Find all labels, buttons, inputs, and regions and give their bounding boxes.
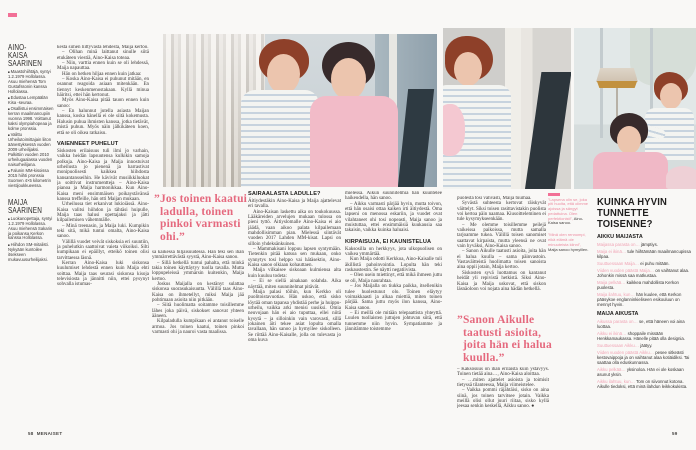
- quiz-answer: Tom on siivonnut kotona. Aikulle tiedoksi, että minä ilahdun leikkokukista.: [597, 379, 688, 390]
- photo-aino-kaisa-face: [660, 83, 682, 109]
- column-2: [152, 250, 244, 432]
- quiz-answer: hän kuulee, että Kerkon pääsykoe englanninkieliseen esikouluun on mennyt hyvin.: [597, 292, 682, 308]
- quiz-sidebar: [597, 197, 691, 429]
- paragraph: – Sillä hetkellä tuntui pahalta, että minkä takia toinen käyttäytyy tuolla tavalla. Mutta loppupeleissä ymmärsin kuitenkin, Maija kertoo.: [152, 260, 244, 282]
- paragraph: Joskus Maijalla on kestänyt sulattaa siskonsa suorasukaisuutta. Välillä taas Aino-Kaisa on ihmetellyt, miksi Maija jää pohtimaan asioita niin pitkään.: [152, 282, 244, 304]
- quiz-answer: on vaihtanut alaa. Johonkin missä saa matkustaa.: [597, 268, 690, 279]
- quiz-prompt: Maija pelkää…: [597, 280, 626, 286]
- quiz-prompt: Suuttuessaan Maija…: [597, 261, 640, 267]
- paragraph: – Me olemme toisillemme peilejä vaikeissa paikoissa, mutta samalla tarjoamme tukea. Välillä toisen sanomiset saattavat kirpaista, mutta yleensä ne ovat vain hyväksi, Aino-Kaisa sanoo.: [457, 222, 546, 250]
- photo-maija-face: [617, 126, 641, 154]
- quiz-items-1: [597, 242, 691, 307]
- paragraph: Siskosten erilaisuus tuli ilmi jo varhain, vaikka heidän lapsuutensa kulkikin samoja polkuja. Aino-Kaisa ja Maija innostuivat urheilusta jo pienenä ja harrastivat monipuolisesti kaikkea hiihdosta kansantansseihin. He kävivät musiikkiluokat ja soittivat instrumentteja – Aino-Kaisa pianoa ja Maija harmonikkaa. Kun Aino-Kaisa meni ensimmäisen poikaystävänsä kanssa treffeille, hän otti Maijan mukaan.: [57, 148, 149, 202]
- quiz-item: [597, 379, 691, 389]
- column-1: [57, 45, 149, 432]
- column-right: [457, 196, 546, 310]
- paragraph: – Aikku varmasti pärjää hyvin, mutta toivon, että hän osaisi ottaa kaiken irti äitiydestä. Oma lapseni on menossa eskariin, ja vuodet ovat vilahtaneet ohi tosi nopeasti, Maija sanoo ja muistuttaa, ettei ensimmäisiä kuukausia saa takaisin, vaikka kuinka haluaisi.: [345, 201, 442, 234]
- photo-maija-pink-shirt: [310, 96, 398, 187]
- quiz-title: KUINKA HYVIN TUNNETTE TOISENNE?: [597, 197, 668, 230]
- photo-aino-kaisa-doorway: [443, 28, 571, 189]
- paragraph: Aino-Kaisan laskettu aika on toukokuussa. Lääkäreiden arvelujen mukaan tulossa on pieni tyttö. Äitiyslomalle Aino-Kaisa ei aio jäädä, vaan aikoo palata kilpailemaan mahdollisimman pian. Mielessä siintävät vuoden 2017 Lahden MM-kisat. Lapsi on silloin yhdeksänkuinen.: [248, 209, 341, 247]
- paragraph: – En halunnut jutella asiasta Maijan kanssa, koska hänellä ei ole siitä kokemusta. Halusin puhua ihmisten kanssa, jotka tietävät, mistä puhun. Myös näin jälkikäteen koen, että se oli oikea ratkaisu.: [57, 109, 149, 136]
- bio-fact: ■ Hiihdon SM-mitalisti. Nykyään kuntoilee itsekseen mukavuusurheilijaksi.: [8, 243, 55, 263]
- paragraph: Kaksosilla on herkkyys, jota ulkopuolisen on vaikea ymmärtää.: [345, 246, 442, 258]
- photo-aino-kaisa-face: [267, 54, 300, 94]
- heading-kirpaisuja: KIRPAISUJA, EI KAUNISTELUA: [345, 238, 432, 245]
- paragraph: Kilpaladulla kumpikaan ei antanut toiselle armoa. Jos toinen kaatui, toinen pinkoi varmasti ohi ja nauroi vasta maalissa.: [152, 319, 244, 336]
- caption-quote: ”Minä olen rennompi, eikä elämä ole minuuteista kiinni”,: [548, 232, 586, 247]
- quiz-prompt: Maija ilahtuu, kun…: [597, 292, 635, 298]
- paragraph: puolesta tosi vahvasti, Maija tuumaa.: [457, 196, 532, 201]
- quiz-item: [597, 343, 691, 348]
- quiz-item: [597, 268, 691, 278]
- bio-facts-aino-kaisa: [8, 70, 55, 189]
- paragraph: – Sanon Aikulle taatusti asioita, joita hän ei halua kuulla – sama päinvastoin. Vastaväitteistä huolimatta toisen sanoista aina oppii jotain, Maija kertoo.: [457, 249, 546, 271]
- quiz-answer: tule hiihtämään maailmancupissa kilpaa.: [597, 249, 691, 260]
- quiz-prompt: Aikku pelkää…: [597, 367, 626, 373]
- paragraph: Maija vilkaisee siskoaan kulmiensa alta kuin kuuluu todeta:: [248, 268, 341, 279]
- quiz-answer: shoppaile missään Henkkamaukassa. Hänelle pitää olla designia.: [597, 331, 685, 342]
- paragraph: – Mammakisani loppuu lapsen syntymään. Tietenkin pitää katsoa sen mukaan, onko synnytys tosi helppo vai hätäsektio, Aino-Kaisa sanoo olkiaan kohauttaen.: [248, 247, 341, 269]
- heading-sairaalasta-ladulle: SAIRAALASTA LADULLE?: [248, 191, 321, 197]
- paragraph: – Olihan minä laittanut sinulle siitä etukäteen viestiä, Aino-Kaisa toteaa.: [57, 50, 149, 61]
- quiz-prompt: Aikku ilahtuu, kun…: [597, 379, 635, 385]
- paragraph: – Jos Maijalla on tiukka paikka, itsellenikin tulee huolestunut olo. Toinen eläytyy voimakkaasti ja alkaa miettiä, miten toinen pärjää. Sama juttu myös ilon kanssa, Aino-Kaisa sanoo.: [345, 284, 442, 311]
- paragraph: – Minä treenasin, ja Maija luki. Kumpikin teki sitä, mikä tuntui omalta, Aino-Kaisa sanoo.: [57, 223, 149, 240]
- quiz-prompt: Suuttuessaan Aikku…: [597, 343, 640, 349]
- column-4-top-text: [345, 191, 442, 234]
- paragraph: – Olen usein miettinyt, että mikä ihmeen juttu se oli, Maija naurahtaa.: [345, 273, 442, 284]
- column-3-text: [248, 199, 341, 343]
- quiz-item: [597, 350, 691, 365]
- paragraph: – Kaksosuus on ihan erilaista kuin ystävyys. Toinen tietää aina…, Aino-Kaisa aloittaa.: [457, 367, 549, 378]
- quiz-item: [597, 331, 691, 341]
- caption-attribution: Aino-Kaisa sanoo.: [548, 215, 584, 226]
- pull-quote-left: ”Jos toinen kaatui ladulla, toinen pinkoi varmasti ohi.”: [154, 193, 248, 243]
- bio-sidebar: [8, 44, 55, 273]
- paragraph: Siskosten syvä luottamus on kantanut heidät yli repivistä hetkistä. Siksi Aino-Kaisa ja Maija uskovat, että siskon läsnäoloon voi nojata aina hädän hetkellä.: [457, 270, 546, 292]
- paragraph: – Niin, varttia ennen kuin se oli lehdessä, Maija napauttaa.: [57, 61, 149, 72]
- column-1-top-text: [57, 45, 149, 136]
- column-right-end: [457, 367, 549, 429]
- photo-sisters-window: [574, 28, 696, 189]
- paragraph: Äitiydestäkin Aino-Kaisa ja Maija ajattelevat eri tavalla.: [248, 199, 341, 210]
- footer-left: [28, 431, 62, 436]
- caption-column: [548, 193, 590, 259]
- quiz-answer: yksinoloa. Hän ei ole koskaan asunut yksin.: [597, 367, 684, 378]
- quiz-item: [597, 367, 691, 377]
- bio-fact: ■ Falunin MM-kisoissa 2015 hiihti pronssia Suomen 4×5 kilometrin viestijoukkueessa.: [8, 169, 55, 189]
- paragraph: Myös Aino-Kaisa pitää tauon ennen kuin sanoo:: [57, 98, 149, 109]
- paragraph: Syvästä suhteesta kertovat räiskyvät väittelyt. Siksi toisen rasittavistakin puolista voi kertoa päin naamaa. Kiusoitteleminen ei tule kysymykseenkään.: [457, 201, 546, 223]
- quiz-answer: kaikkea mahdollista Kerkon puolesta.: [597, 280, 679, 291]
- quiz-prompt: Maijassa parasta on…: [597, 242, 640, 248]
- photo-aino-kaisa-striped-shirt: [241, 90, 319, 187]
- photo-caption-1: [548, 193, 590, 226]
- paragraph: mielessä. Aikun suunnitelmia hän kuuntelee haikeudella, hän sanoo.: [345, 191, 442, 202]
- paragraph: – Vaikka pommi räjähtäisi, sisko on aina siinä, jos toinen tarvitsee jotain. Vaikka meillä olisi ollut juuri riitaa, sisko kyllä jeesaa senkin keskellä, Aikku sanoo. ●: [457, 388, 549, 410]
- photo-pink-object: [666, 166, 696, 189]
- paragraph: Hän on hetken hiljaa ennen kuin jatkaa:: [62, 71, 142, 77]
- photo-lamp-shade: [596, 68, 638, 82]
- paragraph: Kerran Aino-Kaisa luki siskonsa kuulumiset lehdestä ennen kuin Maija ehti soittaa. Maija taas seurasi siskonsa kisoja televisiosta ja jännitti niin, ettei pysynyt sohvalla istumas-: [57, 261, 149, 288]
- paragraph: – Ei meillä ole mitään telepaattista yhteyttä. Luulen tuollaisten juttujen johtuvan siitä, että tunnemme niin hyvin. Sympatiamme ja jännitämme toistemme: [345, 310, 442, 332]
- photo-aino-kaisa-face: [454, 52, 482, 86]
- photo-lamp-gold-interior: [596, 81, 638, 88]
- quiz-item: [597, 319, 691, 329]
- page-number-right: 59: [672, 431, 678, 436]
- quiz-prompt: Aikussa parasta on…: [597, 319, 638, 325]
- bio-fact: ■ Luokanopettaja, syntyi 1.2.1979 Hollolassa. Asuu miehensä Sakarin ja poikansa Kerkon kanssa Hollolassa.: [8, 217, 55, 242]
- magazine-name: MENAISET: [36, 431, 63, 436]
- quiz-prompt: Maija ei ikinä…: [597, 249, 627, 255]
- bio-name-maija: MAIJA SAARINEN: [8, 197, 42, 215]
- section-tag: [8, 13, 17, 17]
- paragraph: – Ei se siellä ainakaan solahda. Aika näyttää, miten suunnitelmat pitävät.: [248, 279, 341, 290]
- quiz-item: [597, 242, 691, 247]
- bio-fact: ■ Maastohiihtäjä, syntyi 1.2.1979 Hollolassa. Asuu miehensä Tom Gustafssonin kanssa Hollolassa.: [8, 70, 55, 95]
- quiz-section-maija-aikusta: MAIJA AIKUSTA: [597, 311, 639, 318]
- paragraph: Välillä vuodet veivät siskoksia eri suuntiin, ja puhelutkin saattoivat vaieta viikoiksi. Silti kumpikaan ei epäillyt, etteikö toinen olisi tarvittaessa läsnä.: [57, 239, 149, 261]
- pull-quote-right: ”Sanon Aikulle taatusti asioita, joita hän ei halua kuulla.”: [457, 314, 552, 364]
- column-4: [345, 191, 442, 432]
- heading-vaienneet-puhelut: VAIENNEET PUHELUT: [57, 140, 119, 147]
- quiz-item: [597, 280, 691, 290]
- quiz-answer: ei puhu mitään.: [639, 261, 670, 267]
- quiz-item: [597, 249, 691, 259]
- photo-maija-pink-shirt: [593, 152, 668, 189]
- photo-caption-2: [548, 233, 590, 252]
- bio-fact: ■ Osallistui ensimmäisen kerran maailmancupiin vuonna 1998. Voittanut kaksi olympiahopeaa ja kolme pronssia.: [8, 107, 55, 132]
- column-3: [248, 191, 341, 432]
- photo-dark-shape: [525, 72, 571, 189]
- paragraph: – …miten ajattelet asioista ja toimisit tietyssä tilanteessa, Maija viimeistelee.: [457, 377, 549, 389]
- paragraph: kesta siihen liittyvästä lehdestä, Maija kertoo.: [57, 45, 149, 50]
- bio-fact: ■ Edustaa Lempäälän Kisa -seuraa.: [8, 96, 55, 106]
- quiz-section-aikku-maijasta: AIKKU MAIJASTA: [597, 234, 643, 241]
- bio-facts-maija: [8, 217, 55, 263]
- page-number-left: 58: [28, 431, 34, 436]
- quiz-prompt: Aikku ei ikinä…: [597, 331, 627, 337]
- quiz-answer: se, että häneen voi aina luottaa.: [597, 319, 685, 330]
- caption-quote: ”Lapsena olin se, joka piti huolta, että olimme ajoissa ja sängyt pedattuina. Olen perfektionisti”,: [548, 196, 589, 221]
- caption-tag: [548, 193, 560, 196]
- paragraph: – Siitä huolimatta soitamme toisillemme lähes joka päivä, siskokset sanovat yhteen ääneen.: [152, 303, 244, 320]
- paragraph: sa kaikessa hiljaisuudessa. Hän teki sen ihan ymmärrettävästä syystä, Aino-Kaisa sanoo.: [152, 250, 244, 261]
- column-1-bottom-text: [57, 149, 149, 288]
- quiz-items-2: [597, 319, 691, 389]
- paragraph: Maija palasi töihin, kun Kerkko oli puolitoistavuotias. Hän uskoo, että sisko löytää oman tapansa yhdistää perhe ja huippu-urheilu, vaikka arki menisi uusiksi. Omia neuvojaan hän ei aio tuputtaa, ellei niitä kysytä – ja silloinkin vain varovasti, sillä jokainen äiti tekee asiat lopulta omalla tavallaan, hän sanoo ja hymyilee siskolleen. Se riittää Aino-Kaisalle, jolla on tulevasta jo oma kuva: [248, 289, 341, 343]
- footer-right: [672, 431, 678, 436]
- photo-maija-face: [331, 58, 366, 100]
- quiz-answer: pesee sitkeästi kestovaippoja ja on vaihtanut alaa kotiäidiksi. Tai saattaa olla eduskunnassa.: [597, 350, 690, 366]
- quiz-item: [597, 261, 691, 266]
- paragraph: – Koska Aino-Kaisa ei puhunut mitään, en osannut reagoida asiaan mitenkään. En tiennyt keskenmenostakaan. Kyllä minua häiritsi, ettei hän kertonut.: [57, 77, 149, 99]
- bio-fact: ■ Valittu Urheilutoimittajain liiton äänestyksessä vuoden 2009 urheilijaksi. Palkittiin vuoden 2010 urheilugaalassa vuoden naisurheilijana.: [8, 133, 55, 167]
- photo-sisters-main: [163, 34, 437, 187]
- quiz-answer: jämptiys.: [639, 242, 658, 248]
- quiz-item: [597, 292, 691, 307]
- quiz-prompt: Viiden vuoden päästä Maija…: [597, 268, 655, 274]
- paragraph: Kun Maija odotti Kerkkoa, Aino-Kaisalle tuli äkillistä pahoinvointia. Lopulta hän teki raskaustestin. Se näytti negatiivista.: [345, 257, 442, 274]
- column-4-bottom-text: [345, 247, 442, 333]
- quiz-answer: jäätyy.: [639, 343, 653, 349]
- bio-name-aino-kaisa: AINO-KAISA SAARINEN: [8, 43, 42, 68]
- quiz-prompt: Viiden vuoden päästä Aikku…: [597, 350, 655, 356]
- paragraph: Urheilussa tiet erkanivat lukioiässä. Aino-Kaisa valitsi hiihdon ja tähtäsi huipulle, Maija taas halusi opettajaksi ja jätti kilpailemisen vähemmälle.: [57, 202, 149, 224]
- caption-attribution: Maija sanoo hymyillen.: [548, 246, 589, 252]
